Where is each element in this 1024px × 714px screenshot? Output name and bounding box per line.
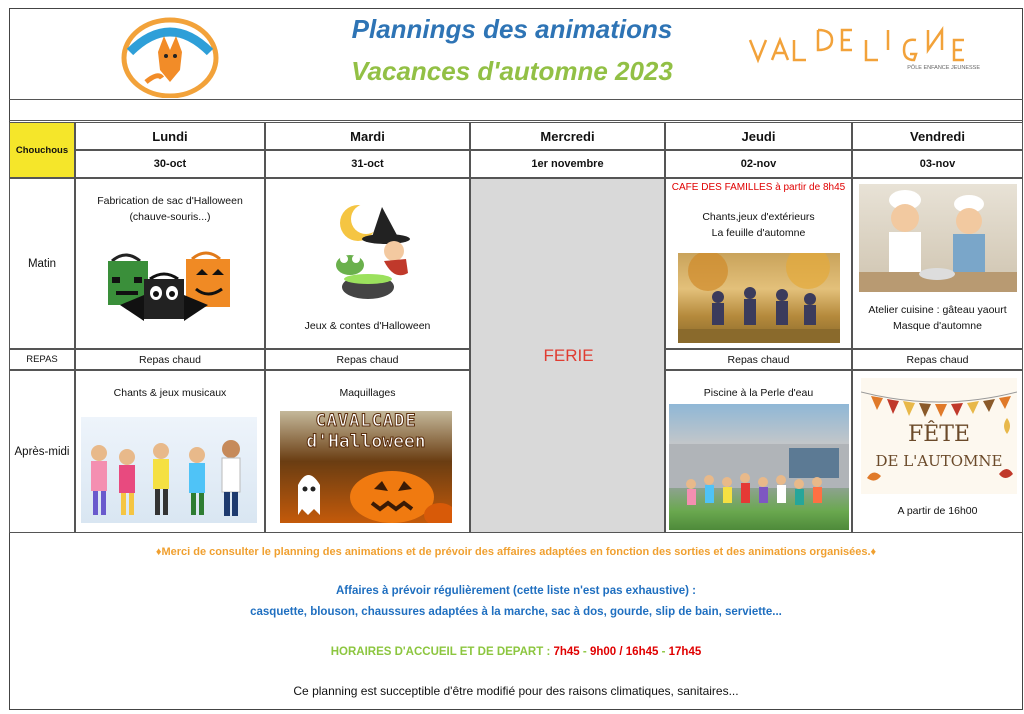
horaire-sep-1: -	[582, 646, 587, 658]
val-de-ligne-subtitle: PÔLE ENFANCE JEUNESSE	[907, 65, 980, 71]
matin-vendredi-line2: Masque d'automne	[893, 320, 982, 332]
kids-dancing-image	[81, 417, 257, 523]
apres-midi-vendredi	[852, 370, 1023, 533]
date-mercredi: 1er novembre	[470, 150, 665, 178]
row-label-matin: Matin	[9, 178, 75, 349]
header-divider	[9, 99, 1023, 100]
mercredi-ferie	[470, 178, 665, 533]
matin-lundi	[75, 178, 265, 349]
apres-midi-lundi-text: Chants & jeux musicaux	[113, 387, 227, 399]
chouchous-label: Chouchous	[9, 122, 75, 178]
header-divider-2	[9, 120, 1023, 121]
page-title: Plannings des animations	[351, 14, 673, 44]
notice-text: ♦Merci de consulter le planning des animations et de prévoir des affaires adaptées en fonction des sorties et des animations organisées.♦	[155, 546, 877, 558]
date-lundi: 30-oct	[75, 150, 265, 178]
cavalcade-halloween-image	[280, 411, 452, 523]
repas-jeudi: Repas chaud	[665, 349, 852, 370]
apres-midi-jeudi-text: Piscine à la Perle d'eau	[703, 387, 814, 399]
matin-mardi-text: Jeux & contes d'Halloween	[304, 320, 431, 332]
witch-image	[332, 201, 424, 301]
day-lundi: Lundi	[75, 122, 265, 150]
apres-midi-lundi	[75, 370, 265, 533]
apres-midi-jeudi	[665, 370, 852, 533]
piscine-group-image	[669, 404, 849, 530]
kids-cooking-image	[859, 184, 1017, 292]
ferie-label: FERIE	[543, 346, 594, 365]
apres-midi-mardi-text: Maquillages	[339, 387, 396, 399]
page-subtitle: Vacances d'automne 2023	[351, 56, 673, 86]
fete-automne-image	[861, 378, 1017, 494]
val-de-ligne-logo	[748, 26, 980, 76]
affaires-list: casquette, blouson, chaussures adaptées à la marche, sac à dos, gourde, slip de bain, serviette...	[250, 606, 782, 618]
row-label-apres-midi: Après-midi	[9, 370, 75, 533]
affaires-title: Affaires à prévoir régulièrement (cette liste n'est pas exhaustive) :	[335, 585, 696, 597]
repas-mardi: Repas chaud	[265, 349, 470, 370]
horaire-arrivee-debut: 7h45	[553, 646, 580, 658]
horaire-arrivee-fin: 9h00	[589, 646, 617, 658]
repas-vendredi: Repas chaud	[852, 349, 1023, 370]
day-mercredi: Mercredi	[470, 122, 665, 150]
cavalcade-subtitle: d'Halloween	[306, 431, 426, 452]
apres-midi-vendredi-text: A partir de 16h00	[897, 505, 978, 517]
fete-title: FÊTE	[907, 422, 971, 447]
horaire-slash: /	[619, 646, 623, 658]
matin-jeudi-line2: La feuille d'automne	[711, 227, 806, 239]
cafe-des-familles-banner: CAFE DES FAMILLES à partir de 8h45	[671, 182, 846, 193]
matin-lundi-line1: Fabrication de sac d'Halloween	[97, 195, 243, 207]
halloween-bags-image	[104, 251, 238, 333]
cavalcade-title: CAVALCADE	[315, 411, 417, 431]
horaires-line	[10, 646, 1022, 658]
horaire-depart-debut: 16h45	[625, 646, 659, 658]
day-vendredi: Vendredi	[852, 122, 1023, 150]
horaires-label: HORAIRES D'ACCUEIL ET DE DEPART :	[330, 646, 551, 658]
fete-subtitle: DE L'AUTOMNE	[875, 452, 1003, 470]
row-label-repas: REPAS	[9, 349, 75, 370]
date-jeudi: 02-nov	[665, 150, 852, 178]
apres-midi-mardi	[265, 370, 470, 533]
matin-jeudi	[665, 178, 852, 349]
matin-lundi-line2: (chauve-souris...)	[129, 211, 211, 223]
horaire-sep-2: -	[661, 646, 666, 658]
matin-vendredi-line1: Atelier cuisine : gâteau yaourt	[868, 304, 1007, 316]
matin-vendredi	[852, 178, 1023, 349]
horaire-depart-fin: 17h45	[668, 646, 702, 658]
day-mardi: Mardi	[265, 122, 470, 150]
repas-lundi: Repas chaud	[75, 349, 265, 370]
kids-autumn-park-image	[678, 253, 840, 343]
disclaimer-text: Ce planning est succeptible d'être modifié pour des raisons climatiques, sanitaires...	[293, 684, 739, 698]
matin-mardi	[265, 178, 470, 349]
matin-jeudi-line1: Chants,jeux d'extérieurs	[702, 211, 815, 223]
date-mardi: 31-oct	[265, 150, 470, 178]
date-vendredi: 03-nov	[852, 150, 1023, 178]
day-jeudi: Jeudi	[665, 122, 852, 150]
